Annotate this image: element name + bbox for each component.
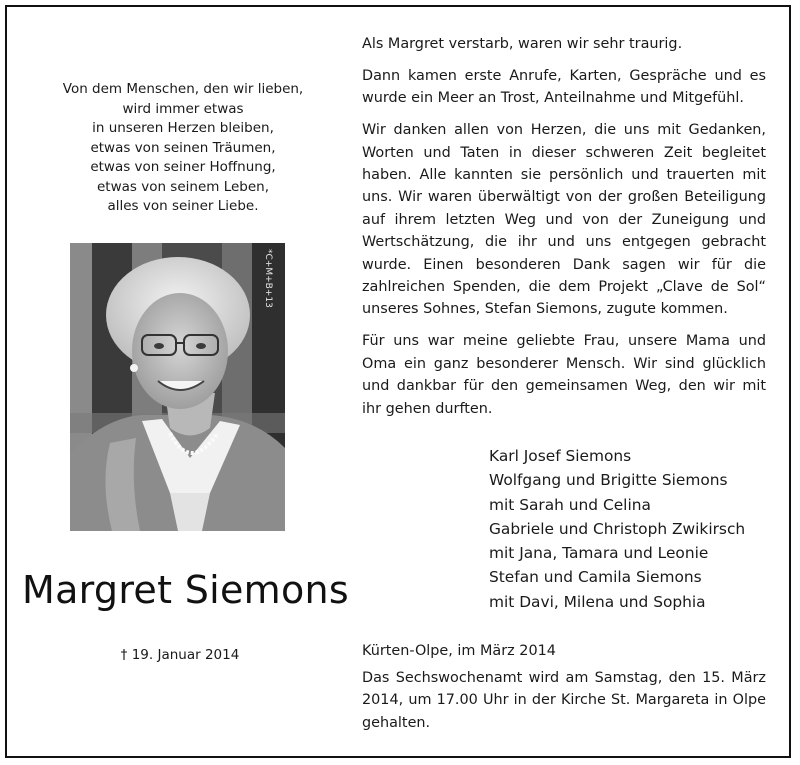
signer-line: mit Davi, Milena und Sophia bbox=[489, 592, 706, 611]
thank-you-text bbox=[362, 33, 766, 430]
signer-line: Karl Josef Siemons bbox=[489, 447, 632, 465]
signer-line: Gabriele und Christoph Zwikirsch bbox=[489, 519, 746, 538]
poem-line: in unseren Herzen bleiben, bbox=[92, 120, 274, 136]
deceased-name: Margret Siemons bbox=[22, 568, 349, 612]
family-signatures bbox=[489, 444, 779, 614]
poem-line: alles von seiner Liebe. bbox=[107, 198, 259, 214]
death-date: † 19. Januar 2014 bbox=[120, 647, 240, 663]
portrait-photo bbox=[70, 243, 285, 531]
mass-notice: Das Sechswochenamt wird am Samstag, den 15. März 2014, um 17.00 Uhr in der Kirche St. Margareta in Olpe gehalten. bbox=[362, 670, 766, 731]
poem-line: wird immer etwas bbox=[122, 100, 244, 117]
paragraph: Als Margret verstarb, waren wir sehr traurig. bbox=[362, 36, 683, 52]
door-inscription: *C+M+B+13 bbox=[263, 249, 273, 308]
signer-line: mit Sarah und Celina bbox=[489, 495, 651, 514]
memorial-poem bbox=[38, 80, 328, 217]
poem-line: Von dem Menschen, den wir lieben, bbox=[62, 81, 304, 97]
signer-line: Wolfgang und Brigitte Siemons bbox=[489, 471, 728, 490]
paragraph: Für uns war meine geliebte Frau, unsere Mama und Oma ein ganz besonderer Mensch. Wir sind glücklich und dankbar für den gemeinsamen Weg, den wir mit ihr gehen durften. bbox=[362, 333, 766, 417]
poem-line: etwas von seinen Träumen, bbox=[90, 139, 276, 156]
portrait-illustration bbox=[70, 243, 285, 531]
paragraph: Wir danken allen von Herzen, die uns mit Gedanken, Worten und Taten in dieser schweren Zeit begleitet haben. Alle kannten sie persönlich und trauerten mit uns. Wir waren überwältigt von der großen Beteiligung auf ihrem letzten Weg und von der Zuneigung und Wertschätzung, die ihr und uns entgegen gebracht wurde. Einen besonderen Dank sagen wir für die zahlreichen Spenden, die dem Projekt „Clave de Sol“ unseres Sohnes, Stefan Siemons, zugute kommen. bbox=[362, 122, 766, 318]
poem-line: etwas von seiner Hoffnung, bbox=[90, 159, 276, 175]
paragraph: Dann kamen erste Anrufe, Karten, Gespräche und es wurde ein Meer an Trost, Anteilnahme und Mitgefühl. bbox=[362, 67, 766, 107]
place-date: Kürten-Olpe, im März 2014 bbox=[362, 643, 556, 659]
signer-line: Stefan und Camila Siemons bbox=[489, 568, 702, 587]
poem-line: etwas von seinem Leben, bbox=[96, 178, 270, 195]
signer-line: mit Jana, Tamara und Leonie bbox=[489, 544, 709, 563]
